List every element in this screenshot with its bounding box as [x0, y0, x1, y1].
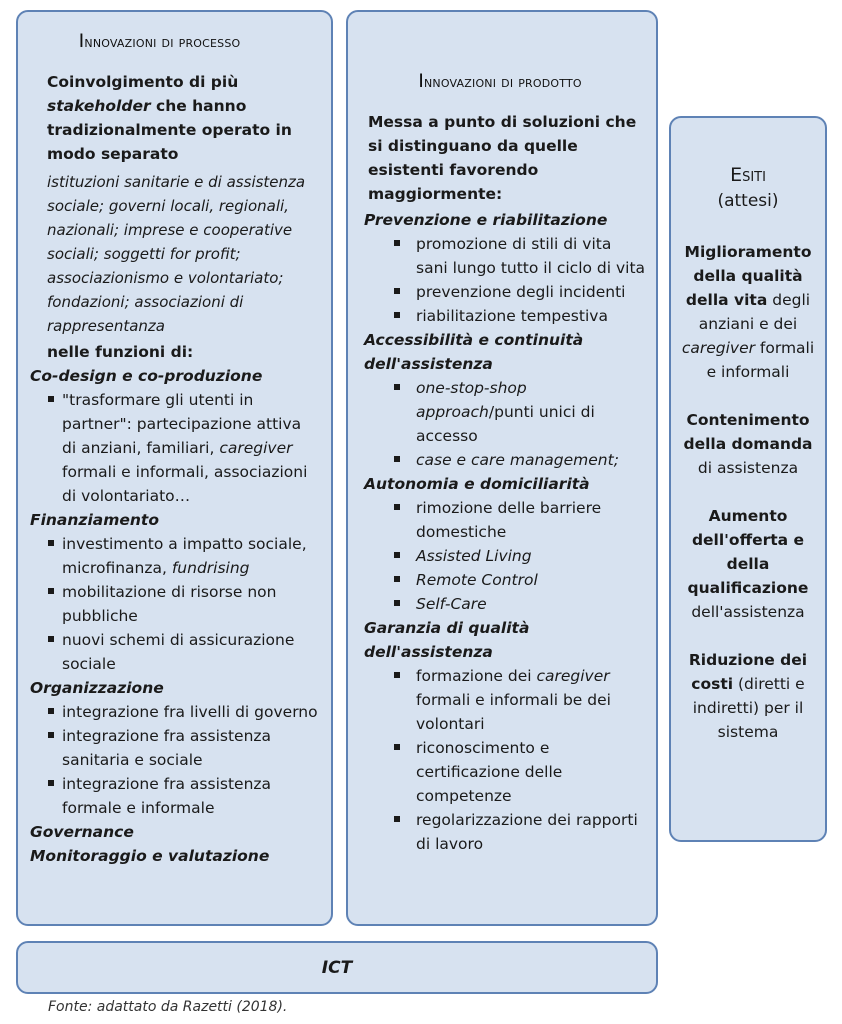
- process-intro-part2: che hanno tradizionalmente operato in modo separato: [47, 97, 292, 163]
- codesign-item-text2: formali e informali, associazioni di volontariato…: [62, 463, 308, 505]
- autonomy-item: rimozione delle barriere domestiche: [364, 496, 646, 544]
- autonomy-heading: Autonomia e domiciliarità: [364, 475, 590, 493]
- autonomy-item: [364, 544, 646, 568]
- assisted-living: Assisted Living: [416, 547, 532, 565]
- quality-item: regolarizzazione dei rapporti di lavoro: [364, 808, 646, 856]
- outcome-1-caregiver: caregiver: [681, 339, 755, 357]
- outcome-1-bold: Miglioramento della qualità della vita: [684, 243, 812, 309]
- prevention-item: prevenzione degli incidenti: [364, 280, 646, 304]
- quality-heading: Garanzia di qualità dell'assistenza: [364, 619, 530, 661]
- outcomes-subtitle: (attesi): [717, 191, 779, 211]
- financing-item-1-text: investimento a impatto sociale, microfinanza,: [62, 535, 307, 577]
- prevention-item: riabilitazione tempestiva: [364, 304, 646, 328]
- outcome-1-text-a: degli anziani e dei: [698, 291, 811, 333]
- quality-item-1-c: formali e informali be dei volontari: [416, 691, 611, 733]
- quality-list: [364, 664, 646, 856]
- ict-bar: [16, 941, 658, 994]
- outcome-3-text: dell'assistenza: [691, 603, 805, 621]
- ict-label: ICT: [321, 957, 353, 978]
- autonomy-item: [364, 568, 646, 592]
- autonomy-item: [364, 592, 646, 616]
- organization-list: [30, 700, 319, 820]
- quality-item-1-caregiver: caregiver: [536, 667, 610, 685]
- outcome-cost-reduction: [677, 648, 819, 744]
- codesign-item-caregiver: caregiver: [219, 439, 293, 457]
- outcome-2-bold: Contenimento della domanda: [683, 411, 813, 453]
- outcome-1-text-b: formali e informali: [706, 339, 815, 381]
- accessibility-heading: Accessibilità e continuità dell'assistenza: [364, 331, 584, 373]
- product-innovations-box: [346, 10, 658, 926]
- outcomes-box: [669, 116, 827, 842]
- product-innovations-title: Innovazioni di prodotto: [418, 70, 582, 92]
- prevention-list: [364, 232, 646, 328]
- financing-heading: Finanziamento: [30, 511, 159, 529]
- codesign-heading: Co-design e co-produzione: [30, 367, 263, 385]
- organization-item: integrazione fra livelli di governo: [30, 700, 319, 724]
- quality-item-1-a: formazione dei: [416, 667, 537, 685]
- outcome-3-bold: Aumento dell'offerta e della qualificazione: [687, 507, 809, 597]
- process-intro-stakeholder: stakeholder: [47, 97, 151, 115]
- outcomes-title-block: [677, 162, 819, 214]
- codesign-list: [30, 388, 319, 508]
- self-care: Self-Care: [416, 595, 487, 613]
- codesign-item-text1: "trasformare gli utenti in partner": partecipazione attiva di anziani, familiari,: [62, 391, 302, 457]
- stakeholder-list: istituzioni sanitarie e di assistenza sociale; governi locali, regionali, nazionali; imprese e cooperative sociali; soggetti for profit; associazionismo e volontariato; fondazioni; associazioni di rappresentanza: [47, 173, 306, 335]
- monitoring-heading: Monitoraggio e valutazione: [30, 847, 270, 865]
- outcome-4-text: (diretti e indiretti) per il sistema: [692, 675, 805, 741]
- organization-item: integrazione fra assistenza sanitaria e sociale: [30, 724, 319, 772]
- accessibility-item: [364, 448, 646, 472]
- autonomy-list: [364, 496, 646, 616]
- process-intro-part1: Coinvolgimento di più: [47, 73, 239, 91]
- organization-heading: Organizzazione: [30, 679, 164, 697]
- financing-list: [30, 532, 319, 676]
- accessibility-item-italic: one-stop-shop approach: [416, 379, 527, 421]
- accessibility-item: [364, 376, 646, 448]
- functions-label: nelle funzioni di:: [47, 343, 194, 361]
- quality-item: [364, 664, 646, 736]
- process-innovations-title: Innovazioni di processo: [78, 30, 241, 52]
- outcome-4-bold: Riduzione dei costi: [688, 651, 808, 693]
- outcome-demand-containment: [677, 408, 819, 480]
- outcome-supply-increase: [677, 504, 819, 624]
- outcome-2-text: di assistenza: [697, 459, 799, 477]
- case-care-management: case e care management;: [416, 451, 619, 469]
- process-intro: [47, 70, 319, 166]
- prevention-heading: Prevenzione e riabilitazione: [364, 211, 608, 229]
- governance-heading: Governance: [30, 823, 134, 841]
- financing-item: [30, 532, 319, 580]
- process-innovations-box: [16, 10, 333, 926]
- financing-item: mobilitazione di risorse non pubbliche: [30, 580, 319, 628]
- outcomes-title: Esiti: [730, 164, 766, 186]
- outcome-quality-of-life: [677, 240, 819, 384]
- product-intro: Messa a punto di soluzioni che si distinguano da quelle esistenti favorendo maggiormente:: [368, 113, 637, 203]
- prevention-item: promozione di stili di vita sani lungo tutto il ciclo di vita: [364, 232, 646, 280]
- accessibility-item-text: /punti unici di accesso: [416, 403, 595, 445]
- accessibility-list: [364, 376, 646, 472]
- organization-item: integrazione fra assistenza formale e informale: [30, 772, 319, 820]
- quality-item: riconoscimento e certificazione delle competenze: [364, 736, 646, 808]
- financing-item-1-italic: fundrising: [171, 559, 250, 577]
- source-caption: Fonte: adattato da Razetti (2018).: [48, 999, 288, 1015]
- financing-item: nuovi schemi di assicurazione sociale: [30, 628, 319, 676]
- codesign-item: [30, 388, 319, 508]
- remote-control: Remote Control: [416, 571, 538, 589]
